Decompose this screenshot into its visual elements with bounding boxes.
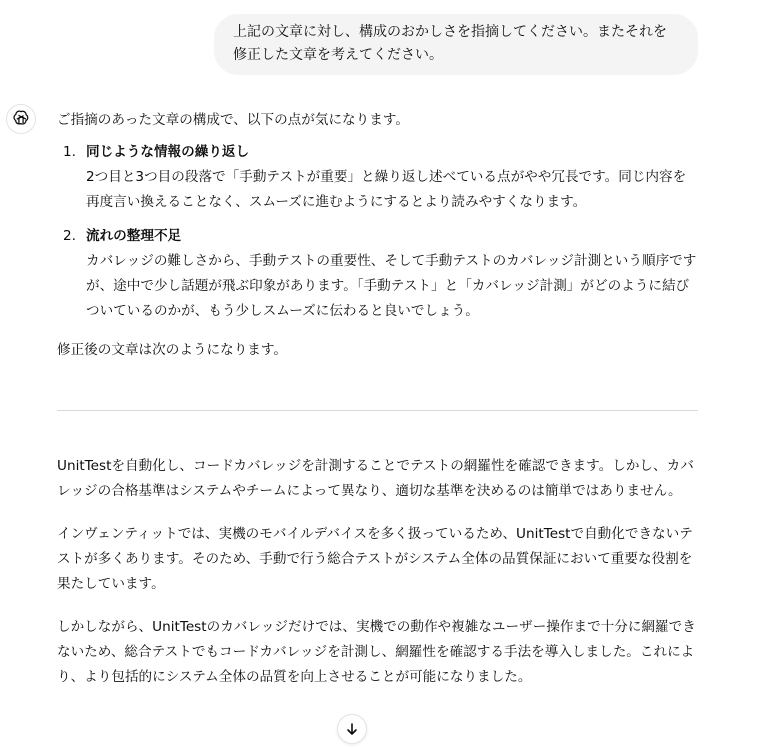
issues-list	[57, 140, 699, 324]
revised-paragraph: UnitTestを自動化し、コードカバレッジを計測することでテストの網羅性を確認できます。しかし、カバレッジの合格基準はシステムやチームによって異なり、適切な基準を決めるのは簡単ではありません。	[57, 458, 694, 499]
revised-paragraph: しかしながら、UnitTestのカバレッジだけでは、実機での動作や複雑なユーザー操作まで十分に網羅できないため、総合テストでもコードカバレッジを計測し、網羅性を確認する手法を導入しました。これにより、より包括的にシステム全体の品質を向上させることが可能になりました。	[57, 619, 696, 685]
user-message-bubble	[214, 14, 698, 75]
assistant-avatar	[6, 104, 36, 134]
revised-text	[57, 454, 699, 708]
issue-description: カバレッジの難しさから、手動テストの重要性、そして手動テストのカバレッジ計測という順序ですが、途中で少し話題が飛ぶ印象があります。「手動テスト」と「カバレッジ計測」がどのように結びついているのかが、もう少しスムーズに伝わると良いでしょう。	[86, 253, 697, 319]
issue-description: 2つ目と3つ目の段落で「手動テストが重要」と繰り返し述べている点がやや冗長です。同じ内容を再度言い換えることなく、スムーズに進むようにするとより読みやすくなります。	[86, 169, 687, 210]
assistant-message	[57, 108, 699, 363]
issue-title: 同じような情報の繰り返し	[86, 144, 250, 160]
openai-logo-icon	[11, 109, 31, 129]
list-item	[57, 224, 699, 324]
assistant-intro: ご指摘のあった文章の構成で、以下の点が気になります。	[57, 112, 409, 128]
issue-number: 2.	[63, 228, 76, 244]
issue-number: 1.	[63, 144, 76, 160]
list-item	[57, 140, 699, 215]
divider	[57, 410, 698, 411]
revised-intro: 修正後の文章は次のようになります。	[57, 342, 288, 358]
scroll-to-bottom-button[interactable]	[337, 714, 367, 744]
issue-title: 流れの整理不足	[86, 228, 182, 244]
arrow-down-icon	[345, 722, 359, 736]
user-message-text: 上記の文章に対し、構成のおかしさを指摘してください。またそれを修正した文章を考えてください。	[233, 24, 667, 63]
revised-paragraph: インヴェンティットでは、実機のモバイルデバイスを多く扱っているため、UnitTestで自動化できないテストが多くあります。そのため、手動で行う総合テストがシステム全体の品質保証において重要な役割を果たしています。	[57, 526, 693, 592]
